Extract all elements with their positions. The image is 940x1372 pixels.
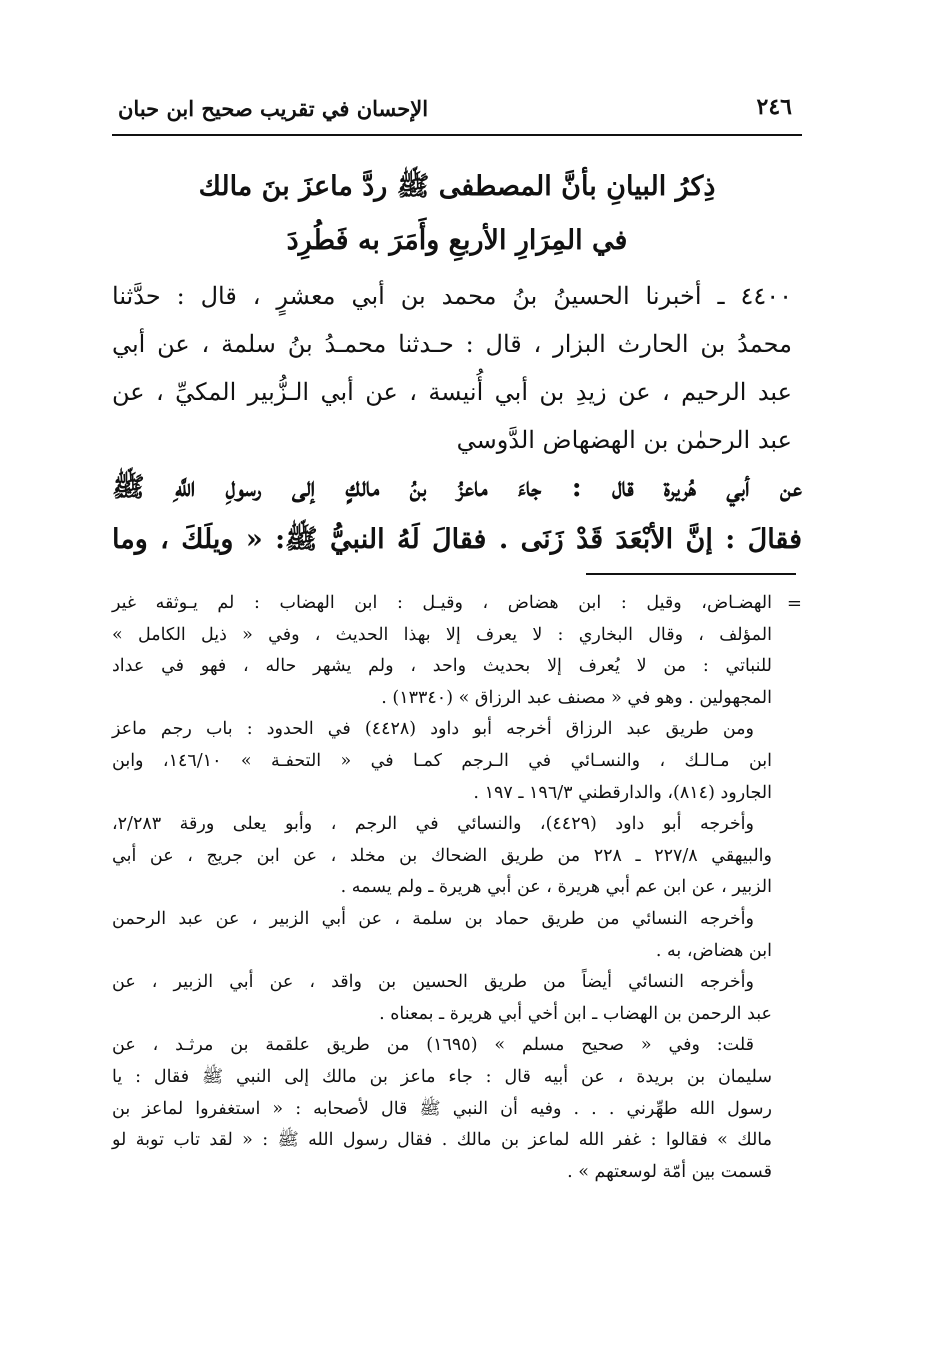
- footnote-line: قلت: وفي « صحيح مسلم » (١٦٩٥) من طريق علقمة بن مرثـد ، عن: [112, 1035, 755, 1056]
- footnote-line: قسمت بين أمّة لوسعتهم » .: [567, 1161, 772, 1182]
- footnotes: [112, 588, 802, 1188]
- footnote-paragraph: [112, 904, 802, 967]
- footnote-paragraph: [112, 1030, 802, 1188]
- footnote-continuation-marker: =: [786, 593, 802, 614]
- footnote-line: سليمان بن بريدة ، عن أبيه قال : جاء ماعز بن مالك إلى النبي ﷺ فقال : يا: [112, 1066, 772, 1087]
- footnote-line: ومن طريق عبد الرزاق أخرجه أبو داود (٤٤٢٨) في الحدود : باب رجم ماعز: [112, 719, 754, 740]
- footnote-line: عبد الرحمن بن الهضاب ـ ابن أخي أبي هريرة ـ بمعناه .: [379, 1003, 772, 1024]
- footnote-paragraph: [112, 967, 802, 1030]
- footnote-line: وأخرجه النسائي من طريق حماد بن سلمة ، عن أبي الزبير ، عن عبد الرحمن: [112, 908, 754, 929]
- footnote-line: والبيهقي ٢٢٧/٨ ـ ٢٢٨ من طريق الضحاك بن مخلد ، عن ابن جريج ، عن أبي: [112, 845, 772, 866]
- running-title: الإحسان في تقريب صحيح ابن حبان: [118, 96, 429, 121]
- footnote-line: وأخرجه أبو داود (٤٤٢٩)، والنسائي في الرجم ، وأبو يعلى ورقة ٢/٢٨٣،: [112, 814, 754, 835]
- isnad-line: محمدُ بن الحارث البزار ، قال : حـدثنا محمـدُ بنُ سلمة ، عن أبي: [112, 330, 792, 358]
- footnote-line: المجهولين . وهو في « مصنف عبد الرزاق » (١٣٣٤٠) .: [381, 687, 772, 708]
- footnote-line: ابن هضاض، به .: [655, 940, 772, 961]
- matn-line: فقالَ : إنَّ الأبْعَدَ قَدْ زَنَى . فقالَ لَهُ النبيُّ ﷺ: « ويلَكَ ، وما: [112, 524, 802, 555]
- footnote-line: وأخرجه النسائي أيضاً من طريق الحسين بن واقد ، عن أبي الزبير ، عن: [112, 972, 754, 993]
- footnote-line: مالك » فقالوا : غفر الله لماعز بن مالك . فقال رسول الله ﷺ : « لقد تاب توبة لو: [112, 1130, 772, 1151]
- hadith-matn: [112, 462, 802, 566]
- page-header: [112, 94, 802, 136]
- footnote-paragraph: [112, 714, 802, 809]
- footnote-line: الزبير ، عن ابن عم أبي هريرة ، عن أبي هريرة ـ ولم يسمه .: [340, 877, 772, 898]
- hadith-isnad: [112, 272, 792, 464]
- footnote-line: المؤلف ، وقال البخاري : لا يعرف إلا بهذا الحديث ، وفي « ذيل الكامل »: [112, 624, 772, 645]
- footnote-separator: [586, 573, 796, 575]
- chapter-title-line: ذِكرُ البيانِ بأنَّ المصطفى ﷺ ردَّ ماعزَ بنَ مالك: [198, 171, 716, 202]
- footnote-line: الهضـاض، وقيل : ابن هضاض ، وقيـل : ابن الهضاب : لم يـوثقه غير: [112, 593, 772, 613]
- page-number: ٢٤٦: [756, 94, 792, 120]
- footnote-line: للنباتي : من لا يُعرف إلا بحديث واحد ، ولم يشهر حاله ، فهو في عداد: [112, 656, 772, 677]
- footnote-line: رسول الله طهِّرني . . . وفيه أن النبي ﷺ قال لأصحابه : « استغفروا لماعز بن: [112, 1098, 772, 1119]
- footnote-paragraph: [112, 809, 802, 904]
- footnote-line: الجارود (٨١٤)، والدارقطني ١٩٦/٣ ـ ١٩٧ .: [473, 782, 772, 803]
- isnad-line: عبد الرحمٰن بن الهضهاض الدَّوسي: [456, 426, 792, 454]
- footnote-paragraph: [112, 588, 802, 714]
- chapter-title: [112, 160, 802, 268]
- chapter-title-line: في المِرَارِ الأربعِ وأَمَرَ به فَطُرِدَ: [286, 225, 628, 256]
- footnote-line: ابن مـالـك ، والنسـائي في الـرجم كمـا في « التحفـة » ١٤٦/١٠، وابن: [112, 750, 773, 771]
- isnad-line: ٤٤٠٠ ـ أخبرنا الحسينُ بنُ محمد بن أبي معشرٍ ، قال : حدَّثنا: [112, 282, 792, 310]
- isnad-line: عبد الرحيم ، عن زيدِ بن أبي أُنيسة ، عن أبي الـزُّبير المكيِّ ، عن: [112, 378, 792, 406]
- matn-line: عن أبي هُريرة قال : جاءَ ماعزُ بنُ مالكٍ إلى رسولِ اللَّهِ ﷺ: [112, 472, 802, 503]
